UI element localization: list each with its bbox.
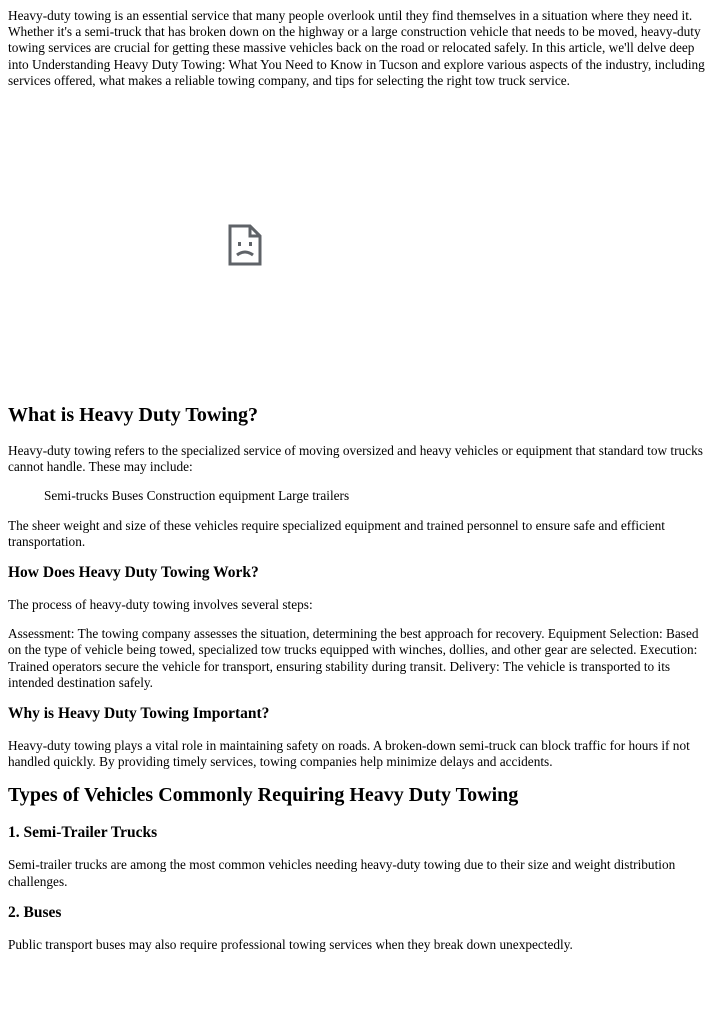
why-paragraph: Heavy-duty towing plays a vital role in maintaining safety on roads. A broken-down semi-truck can block traffic for hours if not handled quickly. By providing timely services, towing companies help minimize delays and accidents.	[8, 738, 690, 770]
weight-paragraph: The sheer weight and size of these vehicles require specialized equipment and trained personnel to ensure safe and efficient transportation.	[8, 517, 665, 549]
types-heading: Types of Vehicles Commonly Requiring Heavy Duty Towing	[8, 784, 519, 807]
buses-paragraph: Public transport buses may also require professional towing services when they break down unexpectedly.	[8, 936, 573, 952]
buses-heading: 2. Buses	[8, 903, 62, 921]
article-image	[8, 91, 712, 403]
broken-image-icon	[228, 224, 262, 266]
semi-paragraph: Semi-trailer trucks are among the most common vehicles needing heavy-duty towing due to their size and weight distribution challenges.	[8, 857, 676, 889]
what-paragraph: Heavy-duty towing refers to the specialized service of moving oversized and heavy vehicles or equipment that standard tow trucks cannot handle. These may include:	[8, 443, 703, 475]
steps-paragraph: Assessment: The towing company assesses the situation, determining the best approach for recovery. Equipment Selection: Based on the type of vehicle being towed, specialized tow trucks equipped with winches, dollies, and other gear are selected. Execution: Trained operators secure the vehicle for transport, ensuring stability during transit. Delivery: The vehicle is transported to its intended destination safely.	[8, 626, 699, 690]
what-heading: What is Heavy Duty Towing?	[8, 404, 259, 427]
semi-heading: 1. Semi-Trailer Trucks	[8, 824, 158, 842]
vehicle-list: Semi-trucks Buses Construction equipment Large trailers	[44, 488, 350, 504]
why-heading: Why is Heavy Duty Towing Important?	[8, 705, 270, 723]
intro-paragraph: Heavy-duty towing is an essential service that many people overlook until they find themselves in a situation where they need it. Whether it's a semi-truck that has broken down on the highway or a large construction vehicle that needs to be moved, heavy-duty towing services are crucial for getting these massive vehicles back on the road or relocated safely. In this article, we'll delve deep into Understanding Heavy Duty Towing: What You Need to Know in Tucson and explore various aspects of the industry, including services offered, what makes a reliable towing company, and tips for selecting the right tow truck service.	[8, 8, 705, 88]
how-heading: How Does Heavy Duty Towing Work?	[8, 564, 259, 582]
how-paragraph: The process of heavy-duty towing involves several steps:	[8, 597, 313, 613]
